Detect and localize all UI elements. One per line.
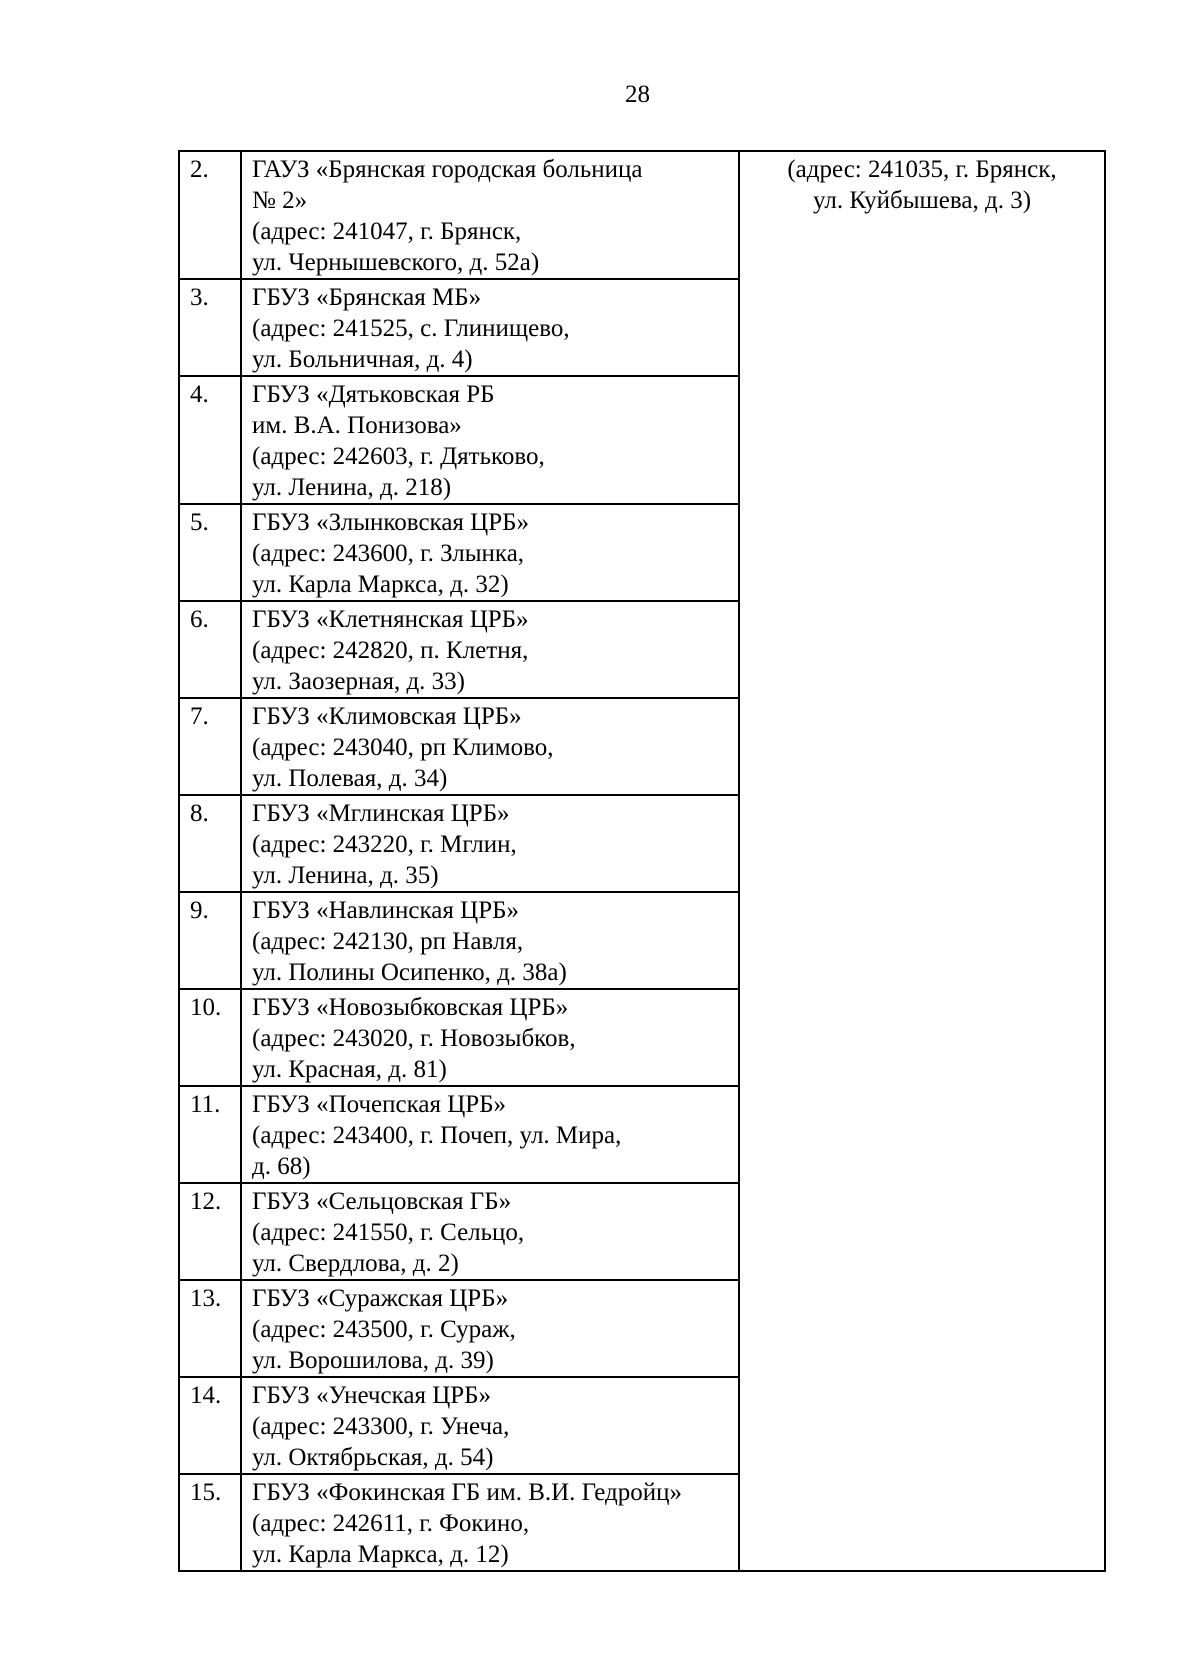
facility-name-line: ГБУЗ «Брянская МБ» <box>252 284 482 311</box>
row-number: 7. <box>179 698 241 795</box>
facility-name-line: ГБУЗ «Мглинская ЦРБ» <box>252 800 510 827</box>
row-number: 4. <box>179 376 241 504</box>
facility-cell <box>241 1183 739 1280</box>
facility-detail-line: ул. Свердлова, д. 2) <box>252 1250 459 1277</box>
facility-detail-line: ул. Полины Осипенко, д. 38а) <box>252 959 567 986</box>
facility-name-line: ГАУЗ «Брянская городская больница <box>252 156 643 183</box>
facility-detail-line: (адрес: 241047, г. Брянск, <box>252 218 522 245</box>
facility-name-line: ГБУЗ «Климовская ЦРБ» <box>252 703 522 730</box>
row-number: 6. <box>179 601 241 698</box>
facility-name-line: ГБУЗ «Клетнянская ЦРБ» <box>252 606 529 633</box>
row-number: 2. <box>179 151 241 279</box>
facility-detail-line: (адрес: 242603, г. Дятьково, <box>252 443 545 470</box>
row-number: 8. <box>179 795 241 892</box>
facility-cell <box>241 698 739 795</box>
facility-cell <box>241 1086 739 1183</box>
facility-detail-line: (адрес: 243400, г. Почеп, ул. Мира, <box>252 1122 622 1149</box>
facility-detail-line: ул. Октябрьская, д. 54) <box>252 1444 494 1471</box>
facility-detail-line: ул. Чернышевского, д. 52а) <box>252 249 540 276</box>
facility-detail-line: № 2» <box>252 187 308 214</box>
facility-detail-line: (адрес: 243600, г. Злынка, <box>252 540 525 567</box>
row-number: 11. <box>179 1086 241 1183</box>
facility-detail-line: (адрес: 242820, п. Клетня, <box>252 637 529 664</box>
facility-detail-line: ул. Ленина, д. 218) <box>252 474 452 501</box>
facility-name-line: ГБУЗ «Навлинская ЦРБ» <box>252 897 519 924</box>
row-number: 5. <box>179 504 241 601</box>
facility-detail-line: (адрес: 242611, г. Фокино, <box>252 1510 530 1537</box>
assigned-address-cell <box>739 151 1105 1571</box>
table-body <box>179 151 1105 1571</box>
facility-name-line: ГБУЗ «Дятьковская РБ <box>252 381 495 408</box>
facility-name-line: ГБУЗ «Почепская ЦРБ» <box>252 1091 507 1118</box>
facility-name-line: ГБУЗ «Новозыбковская ЦРБ» <box>252 994 569 1021</box>
facilities-table <box>178 150 1106 1572</box>
facility-detail-line: д. 68) <box>252 1153 311 1180</box>
facility-detail-line: ул. Красная, д. 81) <box>252 1056 447 1083</box>
facility-detail-line: (адрес: 243220, г. Мглин, <box>252 831 517 858</box>
row-number: 12. <box>179 1183 241 1280</box>
facility-cell <box>241 989 739 1086</box>
facility-name-line: ГБУЗ «Сельцовская ГБ» <box>252 1188 512 1215</box>
facility-detail-line: (адрес: 242130, рп Навля, <box>252 928 524 955</box>
row-number: 10. <box>179 989 241 1086</box>
row-number: 9. <box>179 892 241 989</box>
facility-detail-line: им. В.А. Понизова» <box>252 412 462 439</box>
facility-detail-line: (адрес: 241525, с. Глинищево, <box>252 315 570 342</box>
facility-detail-line: ул. Заозерная, д. 33) <box>252 668 465 695</box>
facility-cell <box>241 601 739 698</box>
assigned-address-line: (адрес: 241035, г. Брянск, <box>787 156 1057 183</box>
facility-cell <box>241 376 739 504</box>
facility-detail-line: (адрес: 243020, г. Новозыбков, <box>252 1025 576 1052</box>
row-number: 13. <box>179 1280 241 1377</box>
assigned-address-line: ул. Куйбышева, д. 3) <box>812 187 1032 214</box>
facility-cell <box>241 892 739 989</box>
facility-cell <box>241 279 739 376</box>
facility-detail-line: ул. Карла Маркса, д. 32) <box>252 571 509 598</box>
facility-detail-line: (адрес: 243300, г. Унеча, <box>252 1413 510 1440</box>
facility-detail-line: ул. Больничная, д. 4) <box>252 346 473 373</box>
facility-name-line: ГБУЗ «Унечская ЦРБ» <box>252 1382 492 1409</box>
row-number: 14. <box>179 1377 241 1474</box>
facility-name-line: ГБУЗ «Суражская ЦРБ» <box>252 1285 509 1312</box>
facility-cell <box>241 151 739 279</box>
row-number: 3. <box>179 279 241 376</box>
facility-cell <box>241 1377 739 1474</box>
row-number: 15. <box>179 1474 241 1571</box>
table-row <box>179 151 1105 279</box>
facility-cell <box>241 795 739 892</box>
facility-cell <box>241 1280 739 1377</box>
facility-detail-line: ул. Ворошилова, д. 39) <box>252 1347 494 1374</box>
facility-detail-line: ул. Ленина, д. 35) <box>252 862 439 889</box>
page-number: 28 <box>625 81 650 108</box>
facility-detail-line: ул. Карла Маркса, д. 12) <box>252 1541 509 1568</box>
facility-name-line: ГБУЗ «Фокинская ГБ им. В.И. Гедройц» <box>252 1479 682 1506</box>
facility-detail-line: (адрес: 243040, рп Климово, <box>252 734 554 761</box>
facility-detail-line: (адрес: 241550, г. Сельцо, <box>252 1219 525 1246</box>
facility-cell <box>241 1474 739 1571</box>
facility-cell <box>241 504 739 601</box>
facility-name-line: ГБУЗ «Злынковская ЦРБ» <box>252 509 529 536</box>
facility-detail-line: ул. Полевая, д. 34) <box>252 765 448 792</box>
facility-detail-line: (адрес: 243500, г. Сураж, <box>252 1316 516 1343</box>
